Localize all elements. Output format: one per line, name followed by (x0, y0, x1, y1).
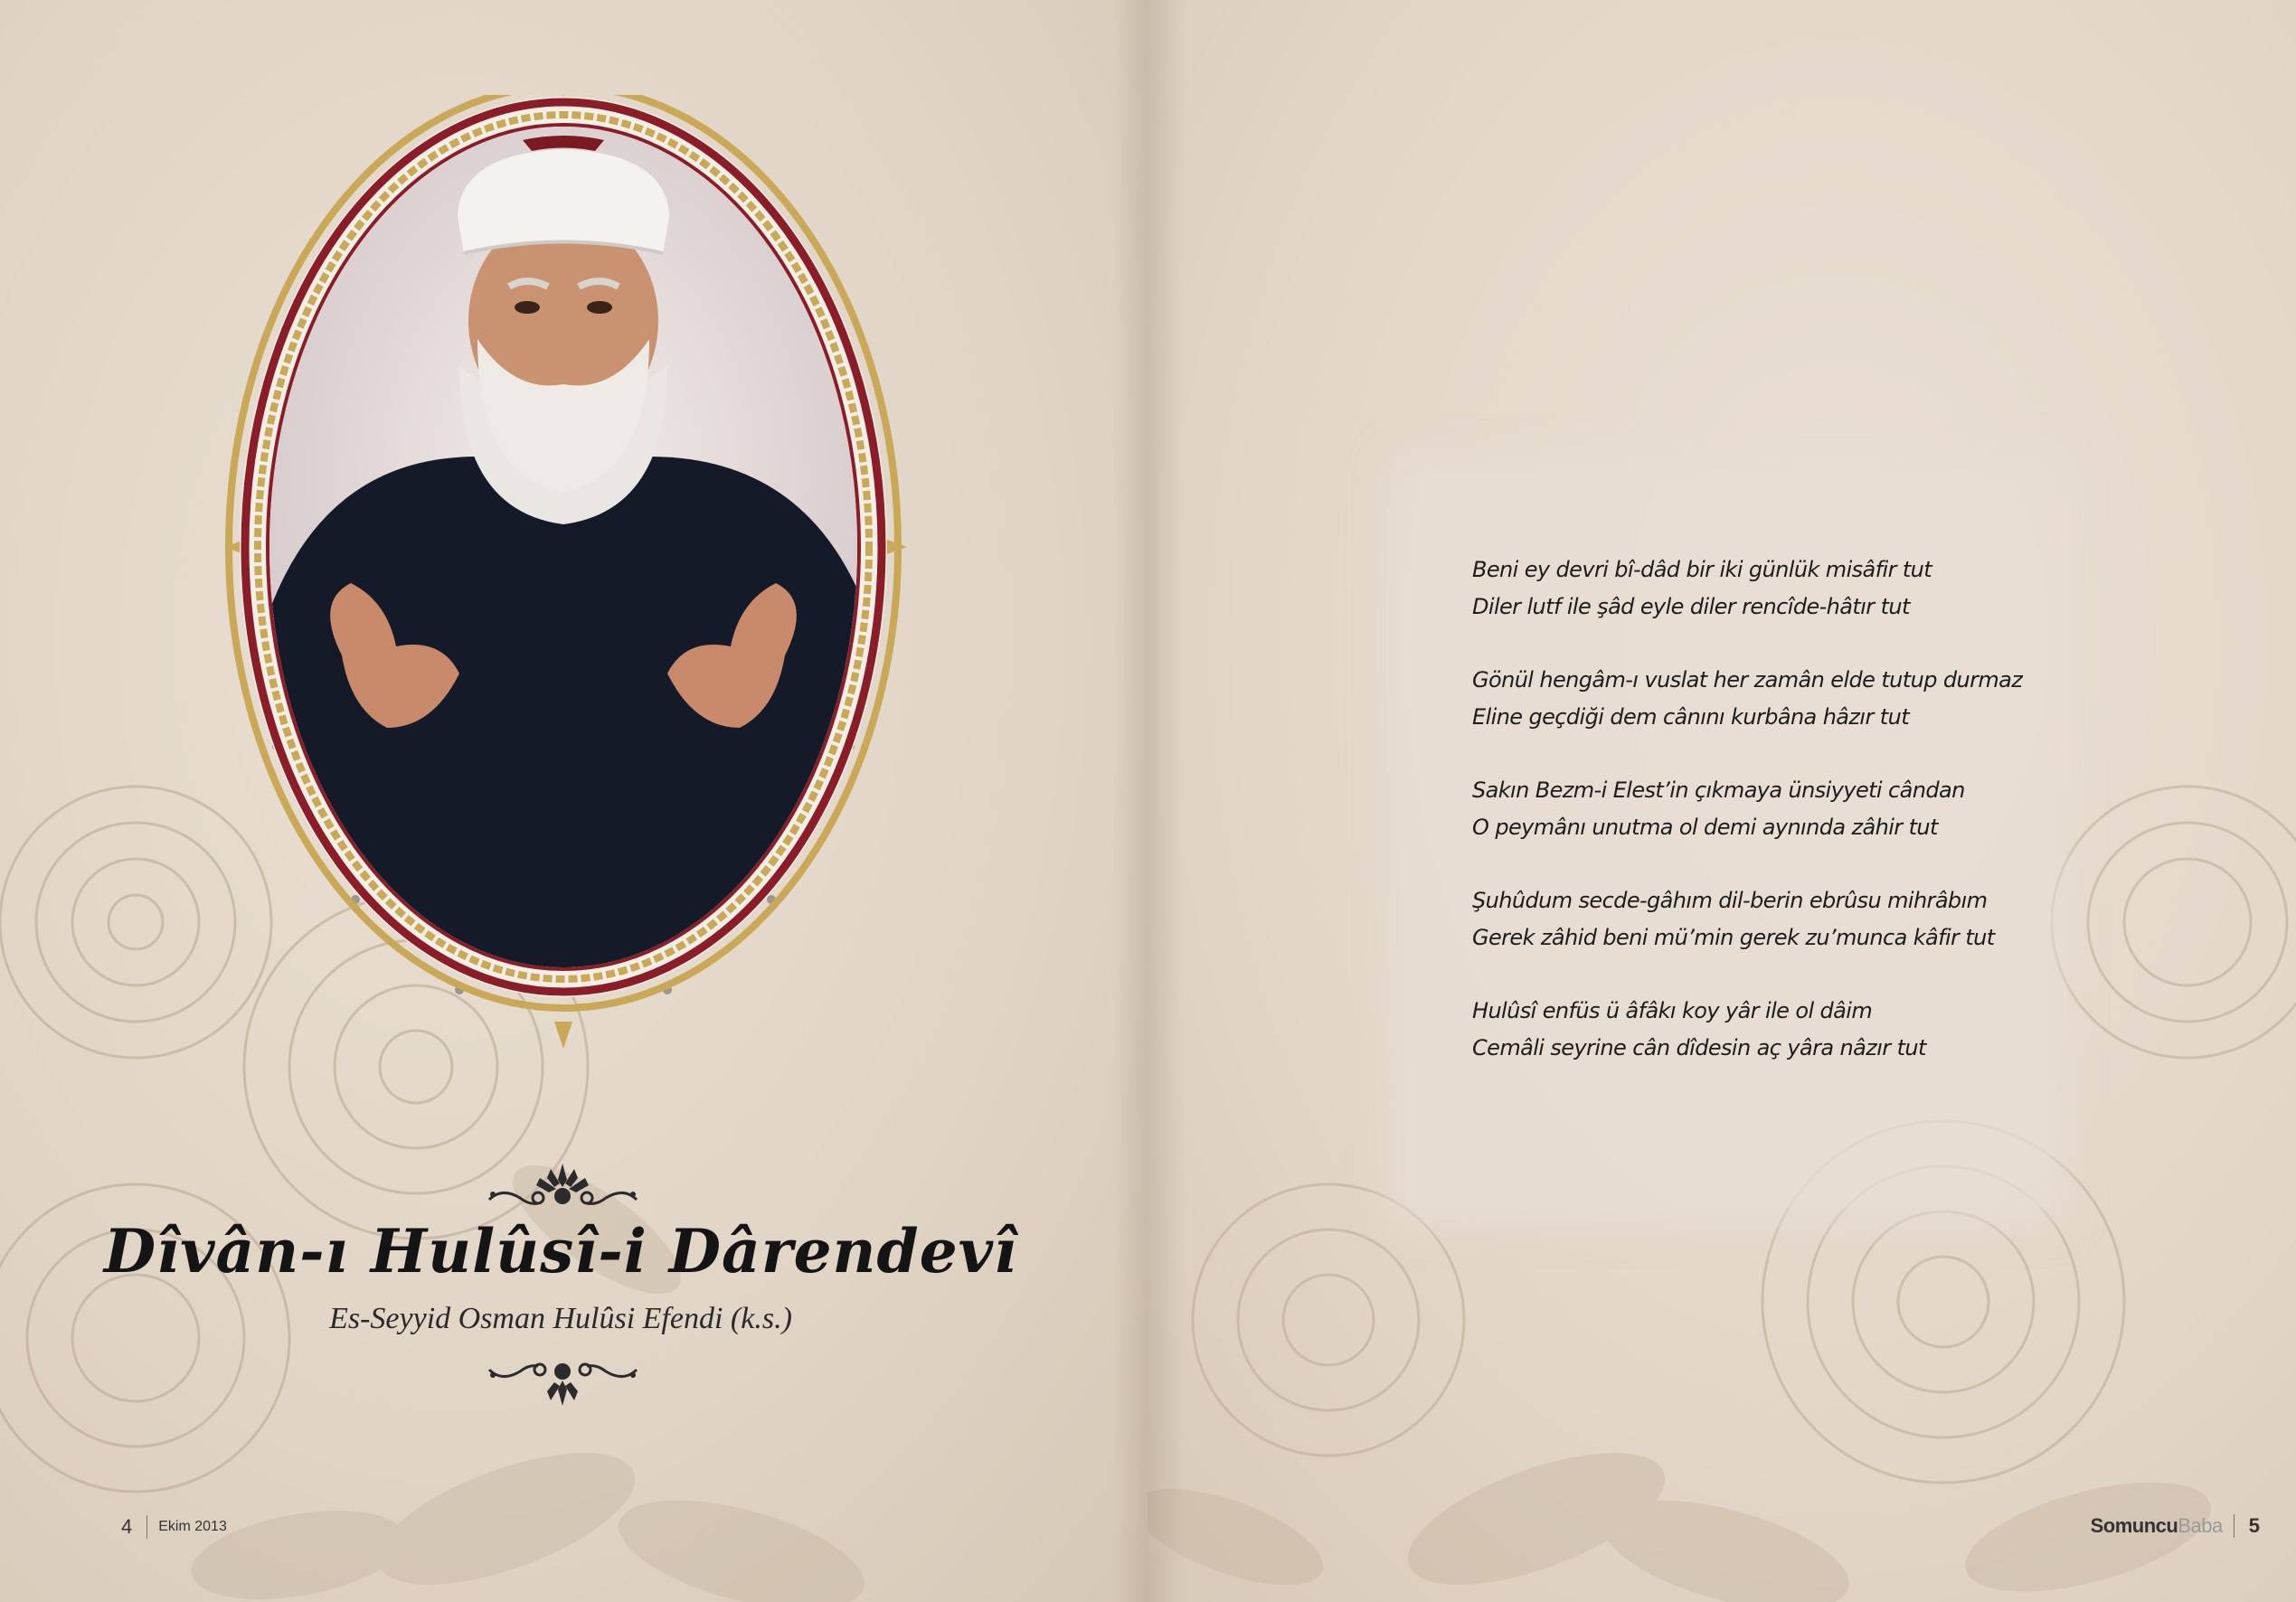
left-footer (121, 1515, 227, 1539)
poem-stanza (1472, 551, 2033, 626)
bottom-ornament-icon (484, 1353, 642, 1409)
poem-line: Eline geçdiği dem cânını kurbâna hâzır tut (1472, 704, 1910, 730)
spread-gutter (1112, 0, 1185, 1602)
footer-divider (2234, 1514, 2235, 1538)
right-page-number: 5 (2248, 1514, 2260, 1537)
right-footer (2091, 1514, 2260, 1538)
poem-line: Gönül hengâm-ı vuslat her zamân elde tutup durmaz (1472, 667, 2023, 693)
poem-line: Sakın Bezm-i Elest’in çıkmaya ünsiyyeti cândan (1472, 777, 1965, 803)
magazine-brand-part1: Somuncu (2090, 1514, 2178, 1537)
poem-line: Beni ey devri bî-dâd bir iki günlük misâfir tut (1472, 557, 1932, 582)
magazine-brand-part2: Baba (2178, 1514, 2223, 1537)
page-subtitle: Es-Seyyid Osman Hulûsi Efendi (k.s.) (329, 1302, 792, 1335)
poem-line: Şuhûdum secde-gâhım dil-berin ebrûsu mihrâbım (1472, 888, 1988, 913)
poem-stanza (1472, 993, 2033, 1067)
poem-stanza (1472, 662, 2033, 736)
footer-divider (146, 1515, 147, 1539)
left-page-number: 4 (121, 1515, 133, 1538)
portrait-frame (206, 95, 930, 1049)
poem-stanza (1472, 882, 2033, 956)
poem-line: Hulûsî enfüs ü âfâkı koy yâr ile ol dâim (1472, 998, 1873, 1023)
top-ornament-icon (484, 1160, 642, 1214)
poem-line: Cemâli seyrine cân dîdesin aç yâra nâzır tut (1472, 1035, 1926, 1060)
poem-line: O peymânı unutma ol demi aynında zâhir tut (1472, 815, 1938, 840)
page-title: Dîvân-ı Hulûsî-i Dârendevî (103, 1216, 1018, 1286)
poem-line: Gerek zâhid beni mü’min gerek zu’munca kâfir tut (1472, 925, 1995, 950)
poem (1472, 551, 2033, 1103)
poem-stanza (1472, 772, 2033, 846)
poem-line: Diler lutf ile şâd eyle diler rencîde-hâtır tut (1472, 594, 1910, 619)
issue-date: Ekim 2013 (158, 1519, 227, 1534)
